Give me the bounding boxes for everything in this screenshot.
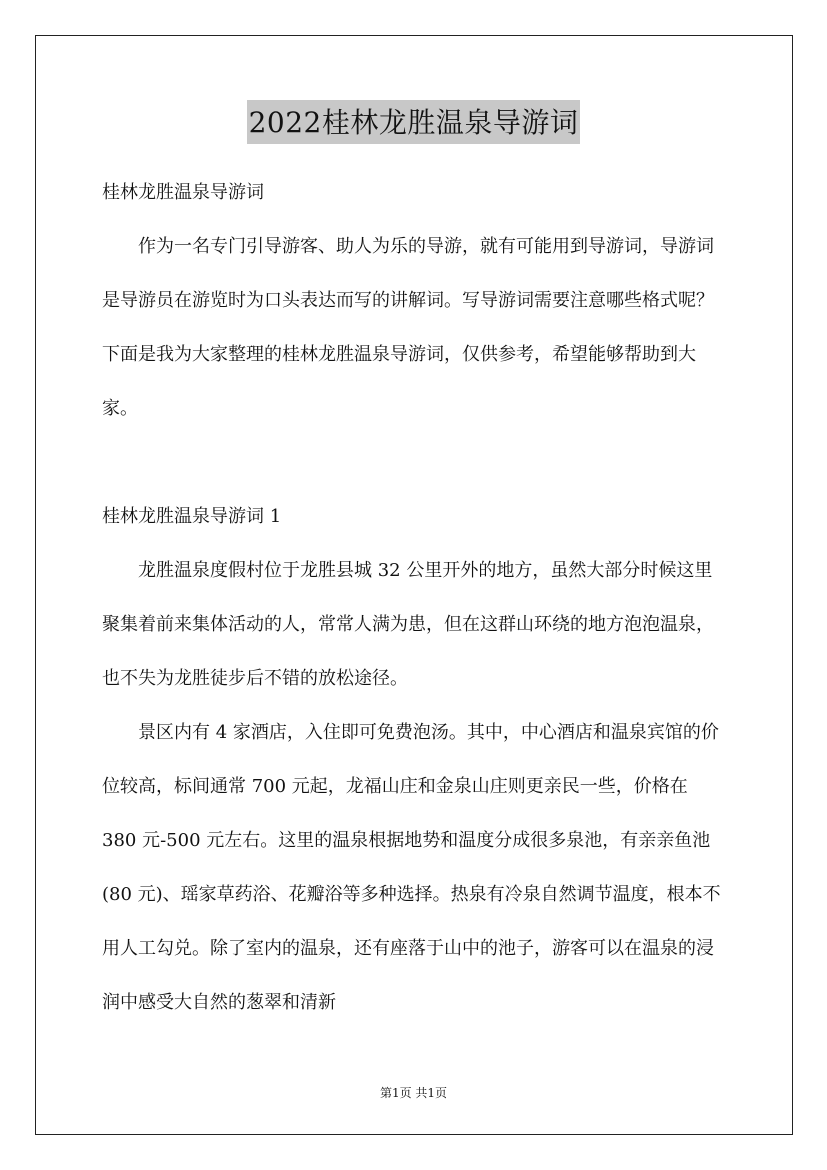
document-title: 2022桂林龙胜温泉导游词 bbox=[247, 100, 581, 144]
title-container bbox=[0, 100, 827, 144]
section-spacer bbox=[102, 436, 726, 490]
section-heading-1: 桂林龙胜温泉导游词 1 bbox=[102, 506, 282, 527]
intro-paragraph: 作为一名专门引导游客、助人为乐的导游，就有可能用到导游词，导游词是导游员在游览时为口头表达而写的讲解词。写导游词需要注意哪些格式呢？下面是我为大家整理的桂林龙胜温泉导游词，仅供参考，希望能够帮助到大家。 bbox=[102, 236, 714, 419]
body-paragraph-2: 景区内有 4 家酒店，入住即可免费泡汤。其中，中心酒店和温泉宾馆的价位较高，标间通常 700 元起，龙福山庄和金泉山庄则更亲民一些，价格在 380 元-500 元左右。这里的温泉根据地势和温度分成很多泉池，有亲亲鱼池(80 元)、瑶家草药浴、花瓣浴等多种选择。热泉有冷泉自然调节温度，根本不用人工勾兑。除了室内的温泉，还有座落于山中的池子，游客可以在温泉的浸润中感受大自然的葱翠和清新 bbox=[102, 722, 721, 1013]
body-paragraph-1: 龙胜温泉度假村位于龙胜县城 32 公里开外的地方，虽然大部分时候这里聚集着前来集体活动的人，常常人满为患，但在这群山环绕的地方泡泡温泉，也不失为龙胜徒步后不错的放松途径。 bbox=[102, 560, 714, 689]
section-heading-main: 桂林龙胜温泉导游词 bbox=[102, 182, 264, 203]
document-body bbox=[102, 166, 726, 1030]
page-footer: 第1页 共1页 bbox=[379, 1086, 448, 1100]
